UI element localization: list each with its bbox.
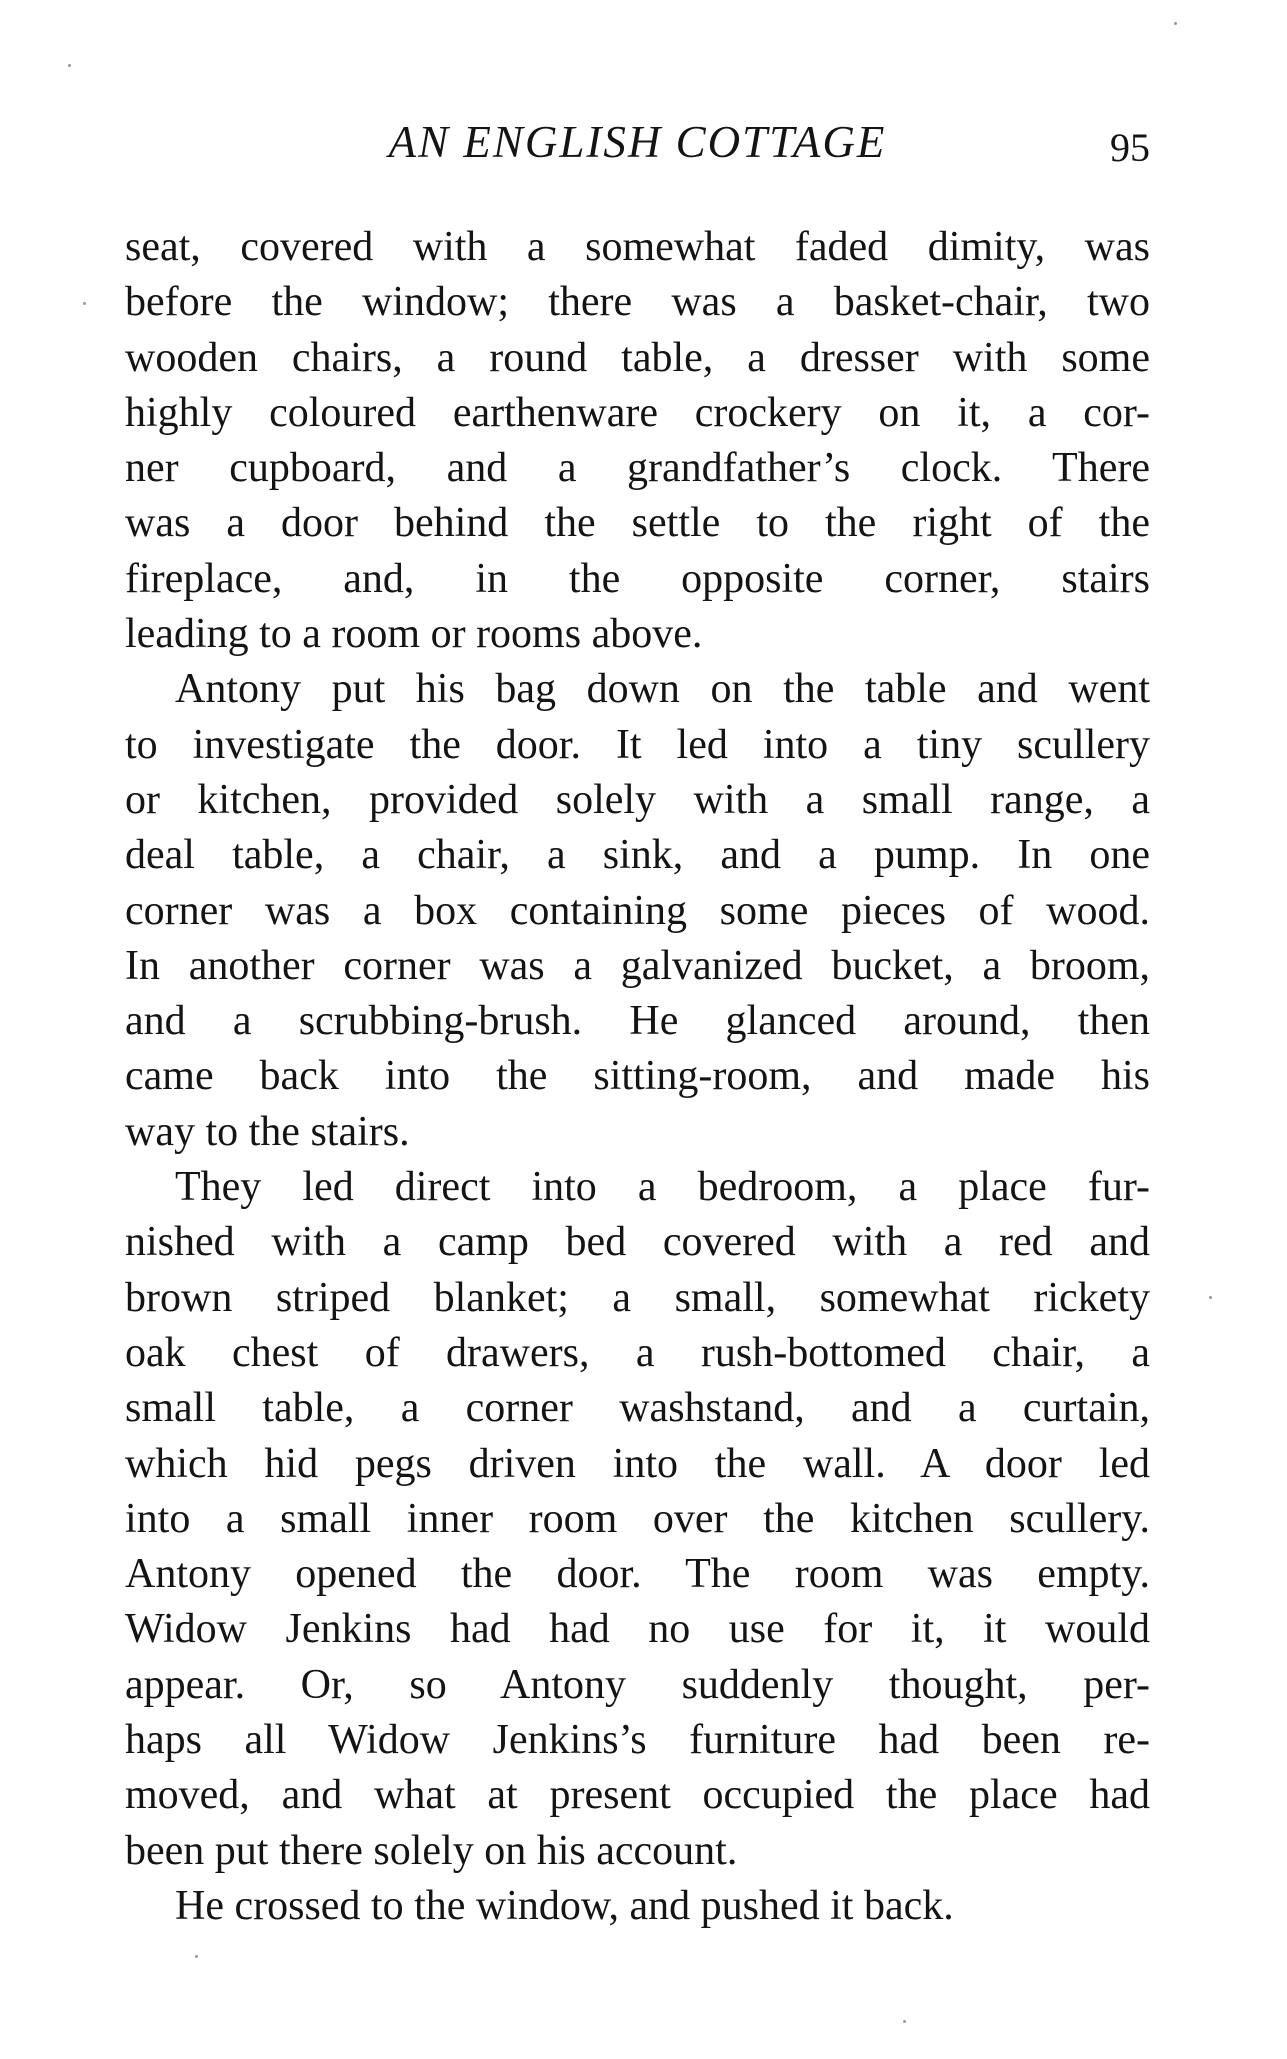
scan-speck bbox=[1209, 1296, 1212, 1299]
text-line: into a small inner room over the kitchen scullery. bbox=[125, 1495, 1150, 1542]
text-line: They led direct into a bedroom, a place fur- bbox=[175, 1164, 1150, 1211]
text-line: brown striped blanket; a small, somewhat rickety bbox=[125, 1274, 1150, 1321]
paragraph bbox=[125, 1879, 1150, 1934]
text-line: was a door behind the settle to the right of the bbox=[125, 500, 1150, 547]
scan-speck bbox=[83, 302, 86, 305]
text-line: haps all Widow Jenkins’s furniture had been re- bbox=[125, 1717, 1150, 1764]
text-line: fireplace, and, in the opposite corner, stairs bbox=[125, 555, 1150, 602]
scan-speck bbox=[195, 1955, 198, 1958]
scan-speck bbox=[1174, 22, 1177, 25]
text-line: or kitchen, provided solely with a small range, a bbox=[125, 776, 1150, 823]
paragraph bbox=[125, 220, 1150, 662]
body-text bbox=[125, 220, 1150, 1934]
text-line: which hid pegs driven into the wall. A door led bbox=[125, 1440, 1150, 1487]
scan-speck bbox=[903, 2020, 906, 2023]
text-line: appear. Or, so Antony suddenly thought, per- bbox=[125, 1661, 1150, 1708]
scan-speck bbox=[68, 64, 71, 67]
text-line: nished with a camp bed covered with a red and bbox=[125, 1219, 1150, 1266]
text-line: moved, and what at present occupied the place had bbox=[125, 1772, 1150, 1819]
text-line: before the window; there was a basket-chair, two bbox=[125, 279, 1150, 326]
text-line: corner was a box containing some pieces of wood. bbox=[125, 887, 1150, 934]
text-line: small table, a corner washstand, and a curtain, bbox=[125, 1385, 1150, 1432]
text-line: deal table, a chair, a sink, and a pump. In one bbox=[125, 832, 1150, 879]
text-line: Antony put his bag down on the table and went bbox=[175, 666, 1150, 713]
text-line: Widow Jenkins had had no use for it, it would bbox=[125, 1606, 1150, 1653]
text-line: He crossed to the window, and pushed it back. bbox=[175, 1882, 954, 1929]
text-line: Antony opened the door. The room was empty. bbox=[125, 1551, 1150, 1598]
running-title: AN ENGLISH COTTAGE bbox=[388, 117, 887, 167]
text-line: ner cupboard, and a grandfather’s clock. There bbox=[125, 445, 1150, 492]
text-line: to investigate the door. It led into a tiny scullery bbox=[125, 721, 1150, 768]
text-line: been put there solely on his account. bbox=[125, 1827, 738, 1874]
text-line: came back into the sitting-room, and made his bbox=[125, 1053, 1150, 1100]
text-line: wooden chairs, a round table, a dresser with some bbox=[125, 334, 1150, 381]
text-line: oak chest of drawers, a rush-bottomed chair, a bbox=[125, 1329, 1150, 1376]
running-header bbox=[125, 112, 1150, 172]
text-line: and a scrubbing-brush. He glanced around, then bbox=[125, 998, 1150, 1045]
text-line: seat, covered with a somewhat faded dimity, was bbox=[125, 224, 1150, 270]
paragraph bbox=[125, 662, 1150, 1160]
page-number: 95 bbox=[1110, 125, 1150, 170]
paragraph bbox=[125, 1160, 1150, 1879]
text-line: highly coloured earthenware crockery on it, a cor- bbox=[125, 389, 1150, 436]
text-line: In another corner was a galvanized bucket, a broom, bbox=[125, 942, 1150, 989]
text-line: way to the stairs. bbox=[125, 1108, 410, 1155]
text-line: leading to a room or rooms above. bbox=[125, 611, 703, 658]
